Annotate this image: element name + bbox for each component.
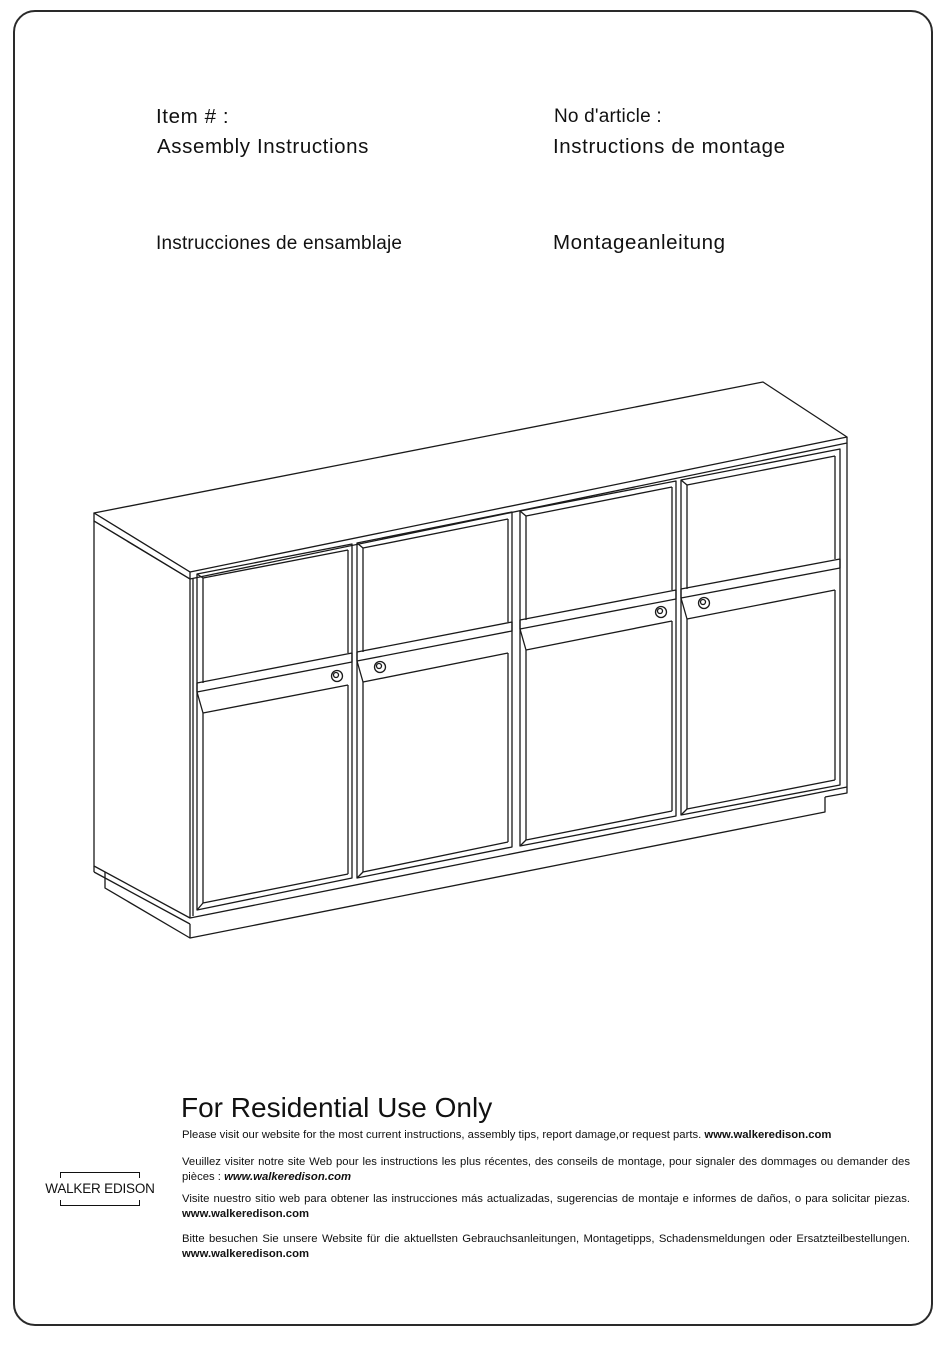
residential-use-title: For Residential Use Only [181, 1092, 493, 1123]
notice-fr [182, 1155, 910, 1184]
assembly-title-es: Instrucciones de ensamblaje [156, 233, 403, 254]
logo-text: WALKER EDISON [45, 1181, 155, 1196]
notice-fr-text: Veuillez visiter notre site Web pour les instructions les plus récentes, des conseils de montage, pour signaler des dommages ou demander des pièces : [182, 1156, 910, 1183]
assembly-title-de: Montageanleitung [553, 231, 726, 254]
website-link-fr[interactable]: www.walkeredison.com [224, 1170, 352, 1183]
assembly-title-fr: Instructions de montage [553, 135, 786, 158]
website-link-de[interactable]: www.walkeredison.com [182, 1247, 310, 1260]
website-link-es[interactable]: www.walkeredison.com [182, 1207, 310, 1220]
website-link-en[interactable]: www.walkeredison.com [704, 1129, 832, 1141]
notice-en [182, 1128, 910, 1143]
logo-bracket-top [60, 1172, 140, 1178]
notice-de [182, 1232, 910, 1261]
walker-edison-logo [40, 1172, 160, 1206]
logo-bracket-bottom [60, 1200, 140, 1206]
notice-es-text: Visite nuestro sitio web para obtener las instrucciones más actualizadas, sugerencias de montaje e informes de daños, o para solicitar piezas. [182, 1193, 910, 1205]
assembly-title-en: Assembly Instructions [157, 135, 369, 158]
notice-en-text: Please visit our website for the most current instructions, assembly tips, report damage,or request parts. [182, 1129, 702, 1141]
notice-de-text: Bitte besuchen Sie unsere Website für die aktuellsten Gebrauchsanleitungen, Montagetipps, Schadensmeldungen oder Ersatzteilbestellungen. [182, 1233, 910, 1245]
item-number-label-en: Item # : [156, 105, 230, 128]
item-number-label-fr: No d'article : [554, 106, 662, 127]
notice-es [182, 1192, 910, 1221]
